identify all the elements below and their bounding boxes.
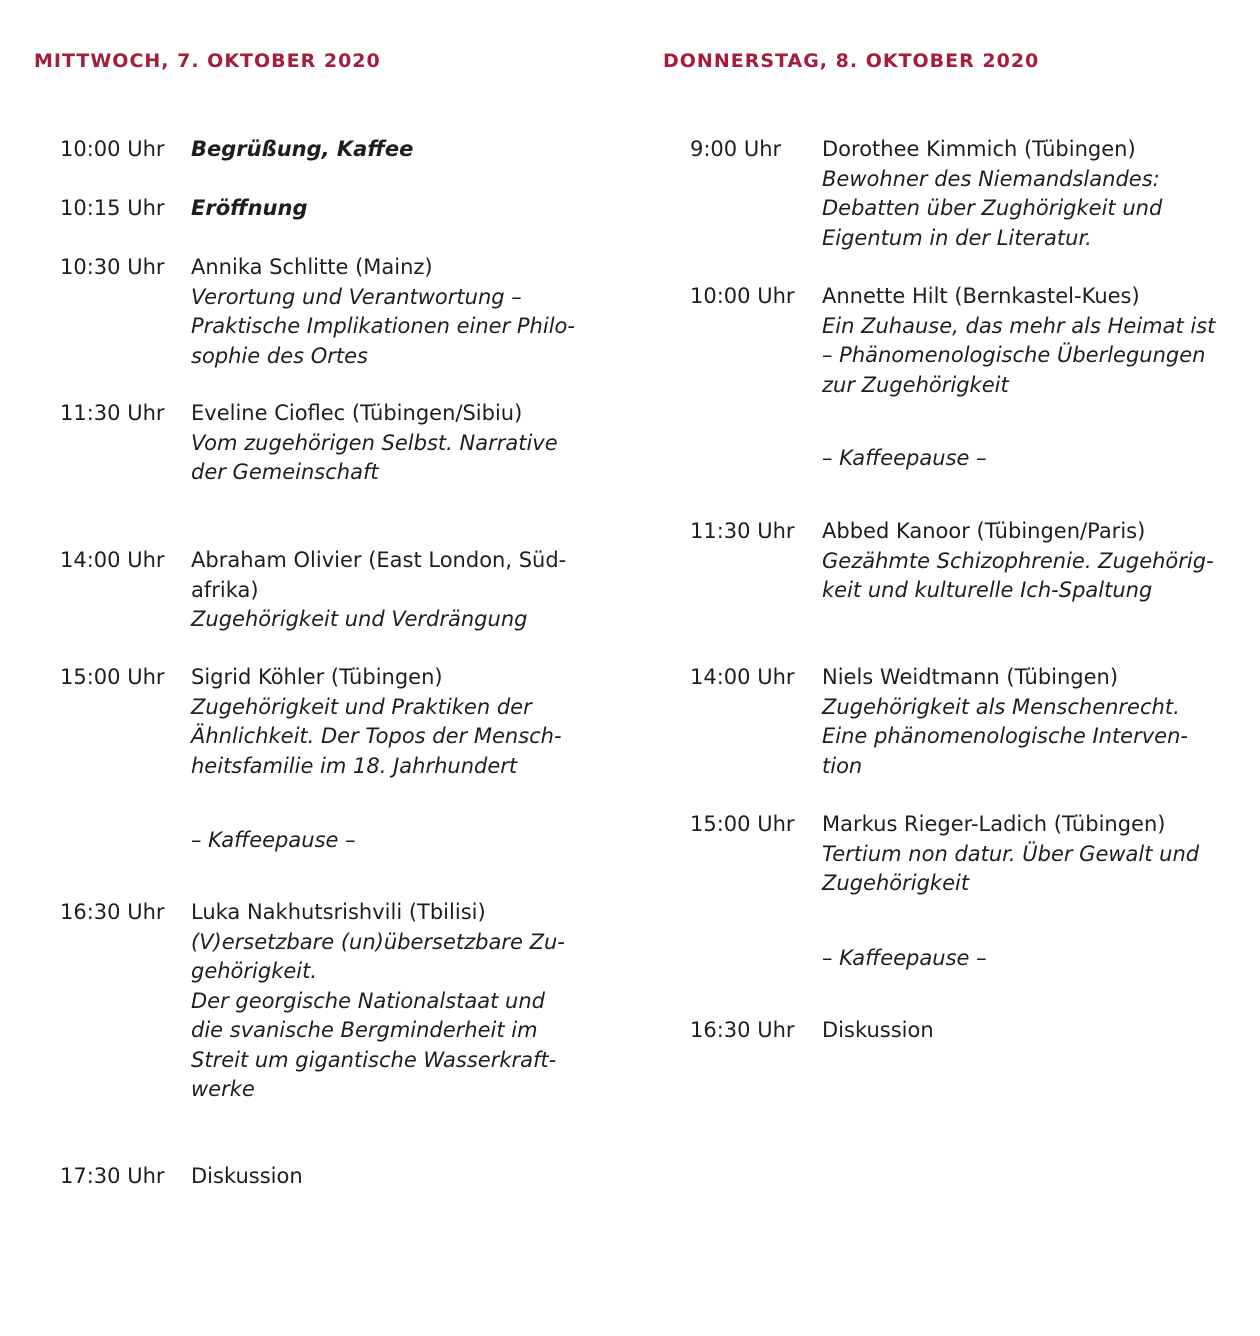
entry-title-line: werke — [191, 1077, 255, 1101]
entry-title-line: Zugehörigkeit — [822, 871, 970, 895]
entry-speaker-cont: afrika) — [191, 577, 259, 602]
entry-time: 11:30 Uhr — [690, 519, 795, 543]
entry-time: 10:15 Uhr — [60, 196, 165, 220]
entry-time: 16:30 Uhr — [690, 1018, 795, 1042]
entry-title-line: Der georgische Nationalstaat und — [191, 988, 545, 1013]
entry-title-line: der Gemeinschaft — [191, 460, 379, 484]
entry-title-line: Debatten über Zughörigkeit und — [822, 196, 1163, 220]
entry-title-line: (V)ersetzbare (un)übersetzbare Zu- — [191, 929, 565, 954]
entry-title-line: sophie des Ortes — [191, 343, 368, 368]
entry-title-line: Vom zugehörigen Selbst. Narrative — [191, 430, 558, 455]
entry-title-line: heitsfamilie im 18. Jahrhundert — [191, 753, 518, 778]
entry-speaker: Luka Nakhutsrishvili (Tbilisi) — [191, 900, 486, 924]
entry-title-line: Zugehörigkeit als Menschenrecht. — [822, 694, 1180, 719]
coffee-break: – Kaffeepause – — [822, 446, 987, 470]
day1-heading: MITTWOCH, 7. OKTOBER 2020 — [34, 50, 381, 72]
entry-title-line: gehörigkeit. — [191, 959, 318, 983]
day2-heading: DONNERSTAG, 8. OKTOBER 2020 — [663, 50, 1040, 72]
entry-speaker: Diskussion — [191, 1164, 303, 1188]
entry-speaker: Abbed Kanoor (Tübingen/Paris) — [822, 519, 1146, 543]
entry-title-line: Zugehörigkeit und Praktiken der — [191, 694, 532, 719]
entry-title-line: Zugehörigkeit und Verdrängung — [191, 607, 528, 631]
entry-title-line: tion — [822, 753, 863, 778]
entry-time: 10:00 Uhr — [690, 284, 795, 308]
entry-speaker: Eveline Cioflec (Tübingen/Sibiu) — [191, 401, 523, 425]
entry-time: 17:30 Uhr — [60, 1164, 165, 1188]
entry-title-line: Verortung und Verantwortung – — [191, 284, 522, 309]
entry-title-line: – Phänomenologische Überlegungen — [822, 343, 1206, 367]
entry-speaker: Abraham Olivier (East London, Süd- — [191, 548, 567, 572]
entry-title-line: keit und kulturelle Ich-Spaltung — [822, 578, 1153, 602]
entry-speaker: Annika Schlitte (Mainz) — [191, 255, 433, 279]
entry-time: 14:00 Uhr — [60, 548, 165, 572]
entry-title-line: zur Zugehörigkeit — [822, 372, 1009, 397]
entry-title-line: die svanische Bergminderheit im — [191, 1018, 538, 1042]
entry-title-line: Praktische Implikationen einer Philo- — [191, 314, 575, 338]
entry-title-line: Ähnlichkeit. Der Topos der Mensch- — [191, 724, 562, 748]
entry-title-line: Ein Zuhause, das mehr als Heimat ist — [822, 313, 1216, 338]
entry-time: 11:30 Uhr — [60, 401, 165, 425]
entry-title-line: Streit um gigantische Wasserkraft- — [191, 1047, 557, 1072]
entry-title-line: Tertium non datur. Über Gewalt und — [822, 841, 1200, 866]
entry-title-line: Eine phänomenologische Interven- — [822, 724, 1188, 748]
entry-time: 15:00 Uhr — [60, 665, 165, 689]
entry-speaker: Niels Weidtmann (Tübingen) — [822, 665, 1119, 689]
entry-speaker: Diskussion — [822, 1018, 934, 1042]
entry-title-line: Eigentum in der Literatur. — [822, 225, 1092, 250]
coffee-break: – Kaffeepause – — [191, 828, 356, 852]
entry-time: 9:00 Uhr — [690, 137, 782, 161]
entry-speaker: Dorothee Kimmich (Tübingen) — [822, 137, 1136, 161]
entry-title-line: Bewohner des Niemandslandes: — [822, 166, 1160, 191]
entry-time: 15:00 Uhr — [690, 812, 795, 836]
entry-title-line: Gezähmte Schizophrenie. Zugehörig- — [822, 548, 1214, 573]
entry-speaker: Sigrid Köhler (Tübingen) — [191, 665, 443, 689]
entry-title: Begrüßung, Kaffee — [191, 137, 414, 161]
coffee-break: – Kaffeepause – — [822, 946, 987, 970]
entry-time: 14:00 Uhr — [690, 665, 795, 689]
entry-time: 10:30 Uhr — [60, 255, 165, 279]
entry-speaker: Markus Rieger-Ladich (Tübingen) — [822, 812, 1166, 836]
entry-time: 16:30 Uhr — [60, 900, 165, 924]
day1-schedule — [60, 0, 620, 1336]
entry-time: 10:00 Uhr — [60, 137, 165, 161]
entry-title: Eröffnung — [191, 196, 308, 220]
entry-speaker: Annette Hilt (Bernkastel-Kues) — [822, 284, 1140, 308]
day2-schedule — [690, 0, 1250, 1336]
